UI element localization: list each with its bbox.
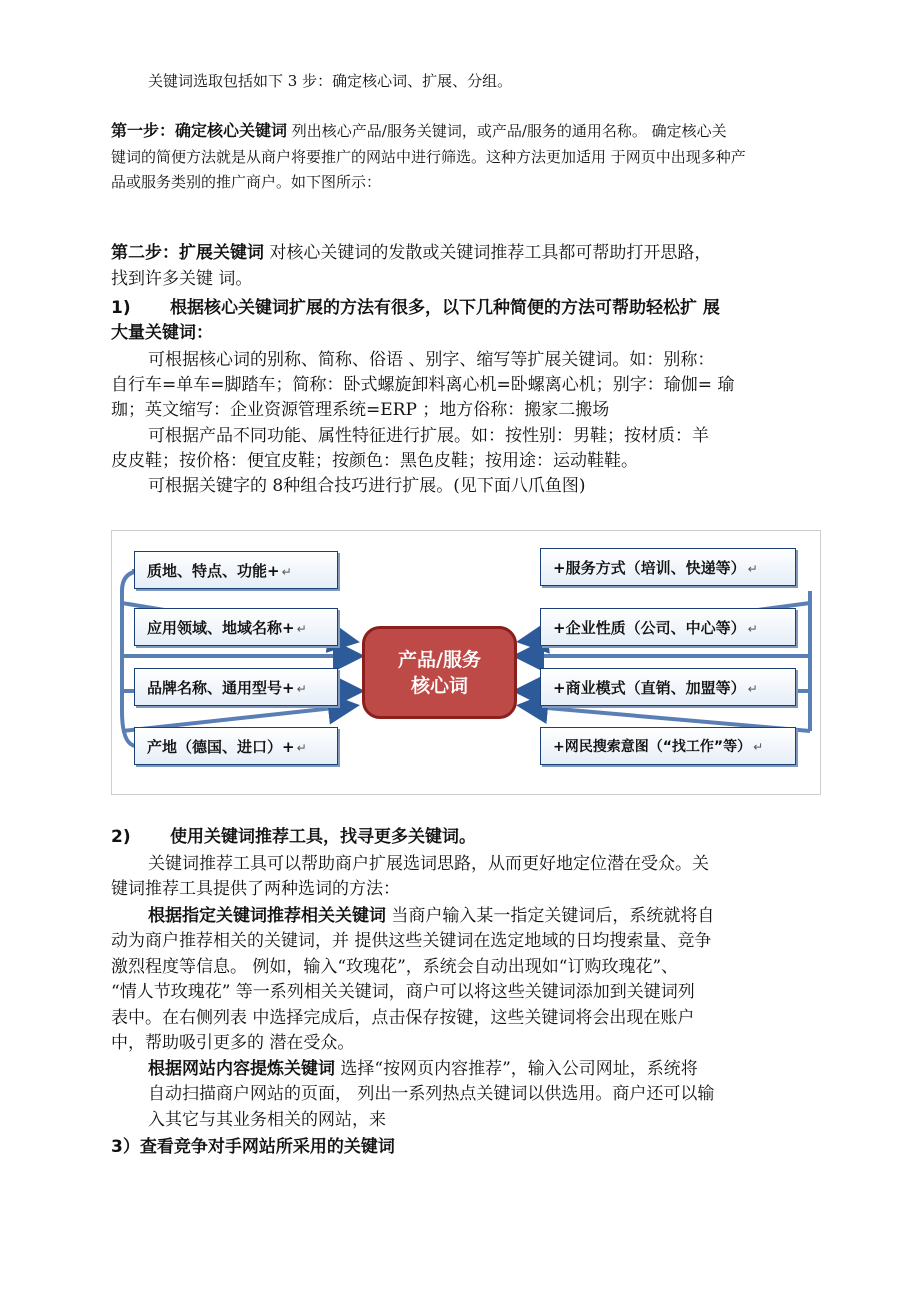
right-box-business-model: +商业模式（直销、加盟等） ↵ bbox=[540, 668, 796, 706]
sec2-m2-line1 bbox=[148, 1056, 698, 1082]
intro-text: 关键词选取包括如下 3 步：确定核心词、扩展、分组。 bbox=[148, 72, 513, 90]
sec2-m1-line5: 表中。在右侧列表 中选择完成后，点击保存按键，这些关键词将会出现在账户 bbox=[111, 1008, 695, 1028]
step2-line2: 找到许多关键 词。 bbox=[111, 269, 253, 289]
left-box-texture: 质地、特点、功能+ ↵ bbox=[134, 551, 338, 589]
sec1-p1-line3: 珈；英文缩写：企业资源管理系统=ERP ；地方俗称：搬家二搬场 bbox=[111, 400, 610, 420]
sec2-m1-line2: 动为商户推荐相关的关键词，并 提供这些关键词在选定地域的日均搜索量、竞争 bbox=[111, 931, 712, 951]
step2-line1-rest: 对核心关键词的发散或关键词推荐工具都可帮助打开思路， bbox=[269, 243, 712, 263]
right-box-search-intent: +网民搜索意图（“找工作”等） ↵ bbox=[540, 727, 796, 765]
step1-line1 bbox=[111, 120, 813, 142]
sec1-number: 1) bbox=[111, 298, 131, 318]
sec2-m1-line6: 中，帮助吸引更多的 潜在受众。 bbox=[111, 1033, 355, 1053]
step2-line1 bbox=[111, 240, 711, 266]
left-box-application: 应用领域、地域名称+ ↵ bbox=[134, 608, 338, 646]
core-line2: 核心词 bbox=[410, 675, 468, 697]
sec2-m1-line1 bbox=[148, 903, 714, 929]
sec1-p2-line1: 可根据产品不同功能、属性特征进行扩展。如：按性别：男鞋；按材质：羊 bbox=[148, 426, 709, 446]
step1-line2: 键词的简便方法就是从商户将要推广的网站中进行筛选。这种方法更加适用 于网页中出现多种产 bbox=[111, 148, 746, 166]
step1-heading: 第一步：确定核心关键词 bbox=[111, 121, 288, 140]
sec1-title-line1: 根据核心关键词扩展的方法有很多，以下几种简便的方法可帮助轻松扩 展 bbox=[170, 298, 720, 318]
sec2-title: 使用关键词推荐工具，找寻更多关键词。 bbox=[170, 827, 476, 847]
sec2-m2-line1-rest: 选择“按网页内容推荐”，输入公司网址，系统将 bbox=[340, 1059, 698, 1079]
sec2-m2-line2: 自动扫描商户网站的页面， 列出一系列热点关键词以供选用。商户还可以输 bbox=[148, 1084, 715, 1104]
step2-heading: 第二步：扩展关键词 bbox=[111, 243, 264, 263]
octopus-diagram bbox=[111, 530, 821, 795]
right-box-service: +服务方式（培训、快递等） ↵ bbox=[540, 548, 796, 586]
sec2-p1-line1: 关键词推荐工具可以帮助商户扩展选词思路，从而更好地定位潜在受众。关 bbox=[148, 854, 709, 874]
sec1-title-line2: 大量关键词： bbox=[111, 323, 213, 343]
left-box-brand: 品牌名称、通用型号+ ↵ bbox=[134, 668, 338, 706]
right-box-enterprise: +企业性质（公司、中心等） ↵ bbox=[540, 608, 796, 646]
sec1-p1-line1: 可根据核心词的别称、简称、俗语 、别字、缩写等扩展关键词。如：别称： bbox=[148, 350, 715, 370]
sec1-p2-line2: 皮皮鞋；按价格：便宜皮鞋；按颜色：黑色皮鞋；按用途：运动鞋鞋。 bbox=[111, 451, 638, 471]
step1-line1-rest: 列出核心产品/服务关键词，或产品/服务的通用名称。 确定核心关 bbox=[291, 122, 727, 140]
sec2-m1-line4: “情人节玫瑰花” 等一系列相关关键词，商户可以将这些关键词添加到关键词列 bbox=[111, 982, 695, 1002]
sec2-m1-line1-rest: 当商户输入某一指定关键词后，系统就将自 bbox=[391, 906, 715, 926]
sec2-m2-heading: 根据网站内容提炼关键词 bbox=[148, 1059, 335, 1079]
core-line1: 产品/服务 bbox=[398, 649, 481, 671]
sec1-p3: 可根据关键字的 8种组合技巧进行扩展。(见下面八爪鱼图) bbox=[148, 476, 586, 496]
sec2-m1-line3: 激烈程度等信息。 例如，输入“玫瑰花”，系统会自动出现如“订购玫瑰花”、 bbox=[111, 957, 679, 977]
step1-line3: 品或服务类别的推广商户。如下图所示： bbox=[111, 173, 382, 191]
left-box-origin: 产地（德国、进口）+ ↵ bbox=[134, 727, 338, 765]
sec3-title: 3）查看竞争对手网站所采用的关键词 bbox=[111, 1137, 395, 1157]
sec2-m1-heading: 根据指定关键词推荐相关关键词 bbox=[148, 906, 386, 926]
core-keyword-box bbox=[362, 626, 517, 719]
sec2-p1-line2: 键词推荐工具提供了两种选词的方法： bbox=[111, 879, 400, 899]
sec2-m2-line3: 入其它与其业务相关的网站，来 bbox=[148, 1110, 386, 1130]
sec1-p1-line2: 自行车=单车=脚踏车；简称：卧式螺旋卸料离心机=卧螺离心机；别字：瑜伽= 瑜 bbox=[111, 375, 735, 395]
sec2-number: 2) bbox=[111, 827, 131, 847]
